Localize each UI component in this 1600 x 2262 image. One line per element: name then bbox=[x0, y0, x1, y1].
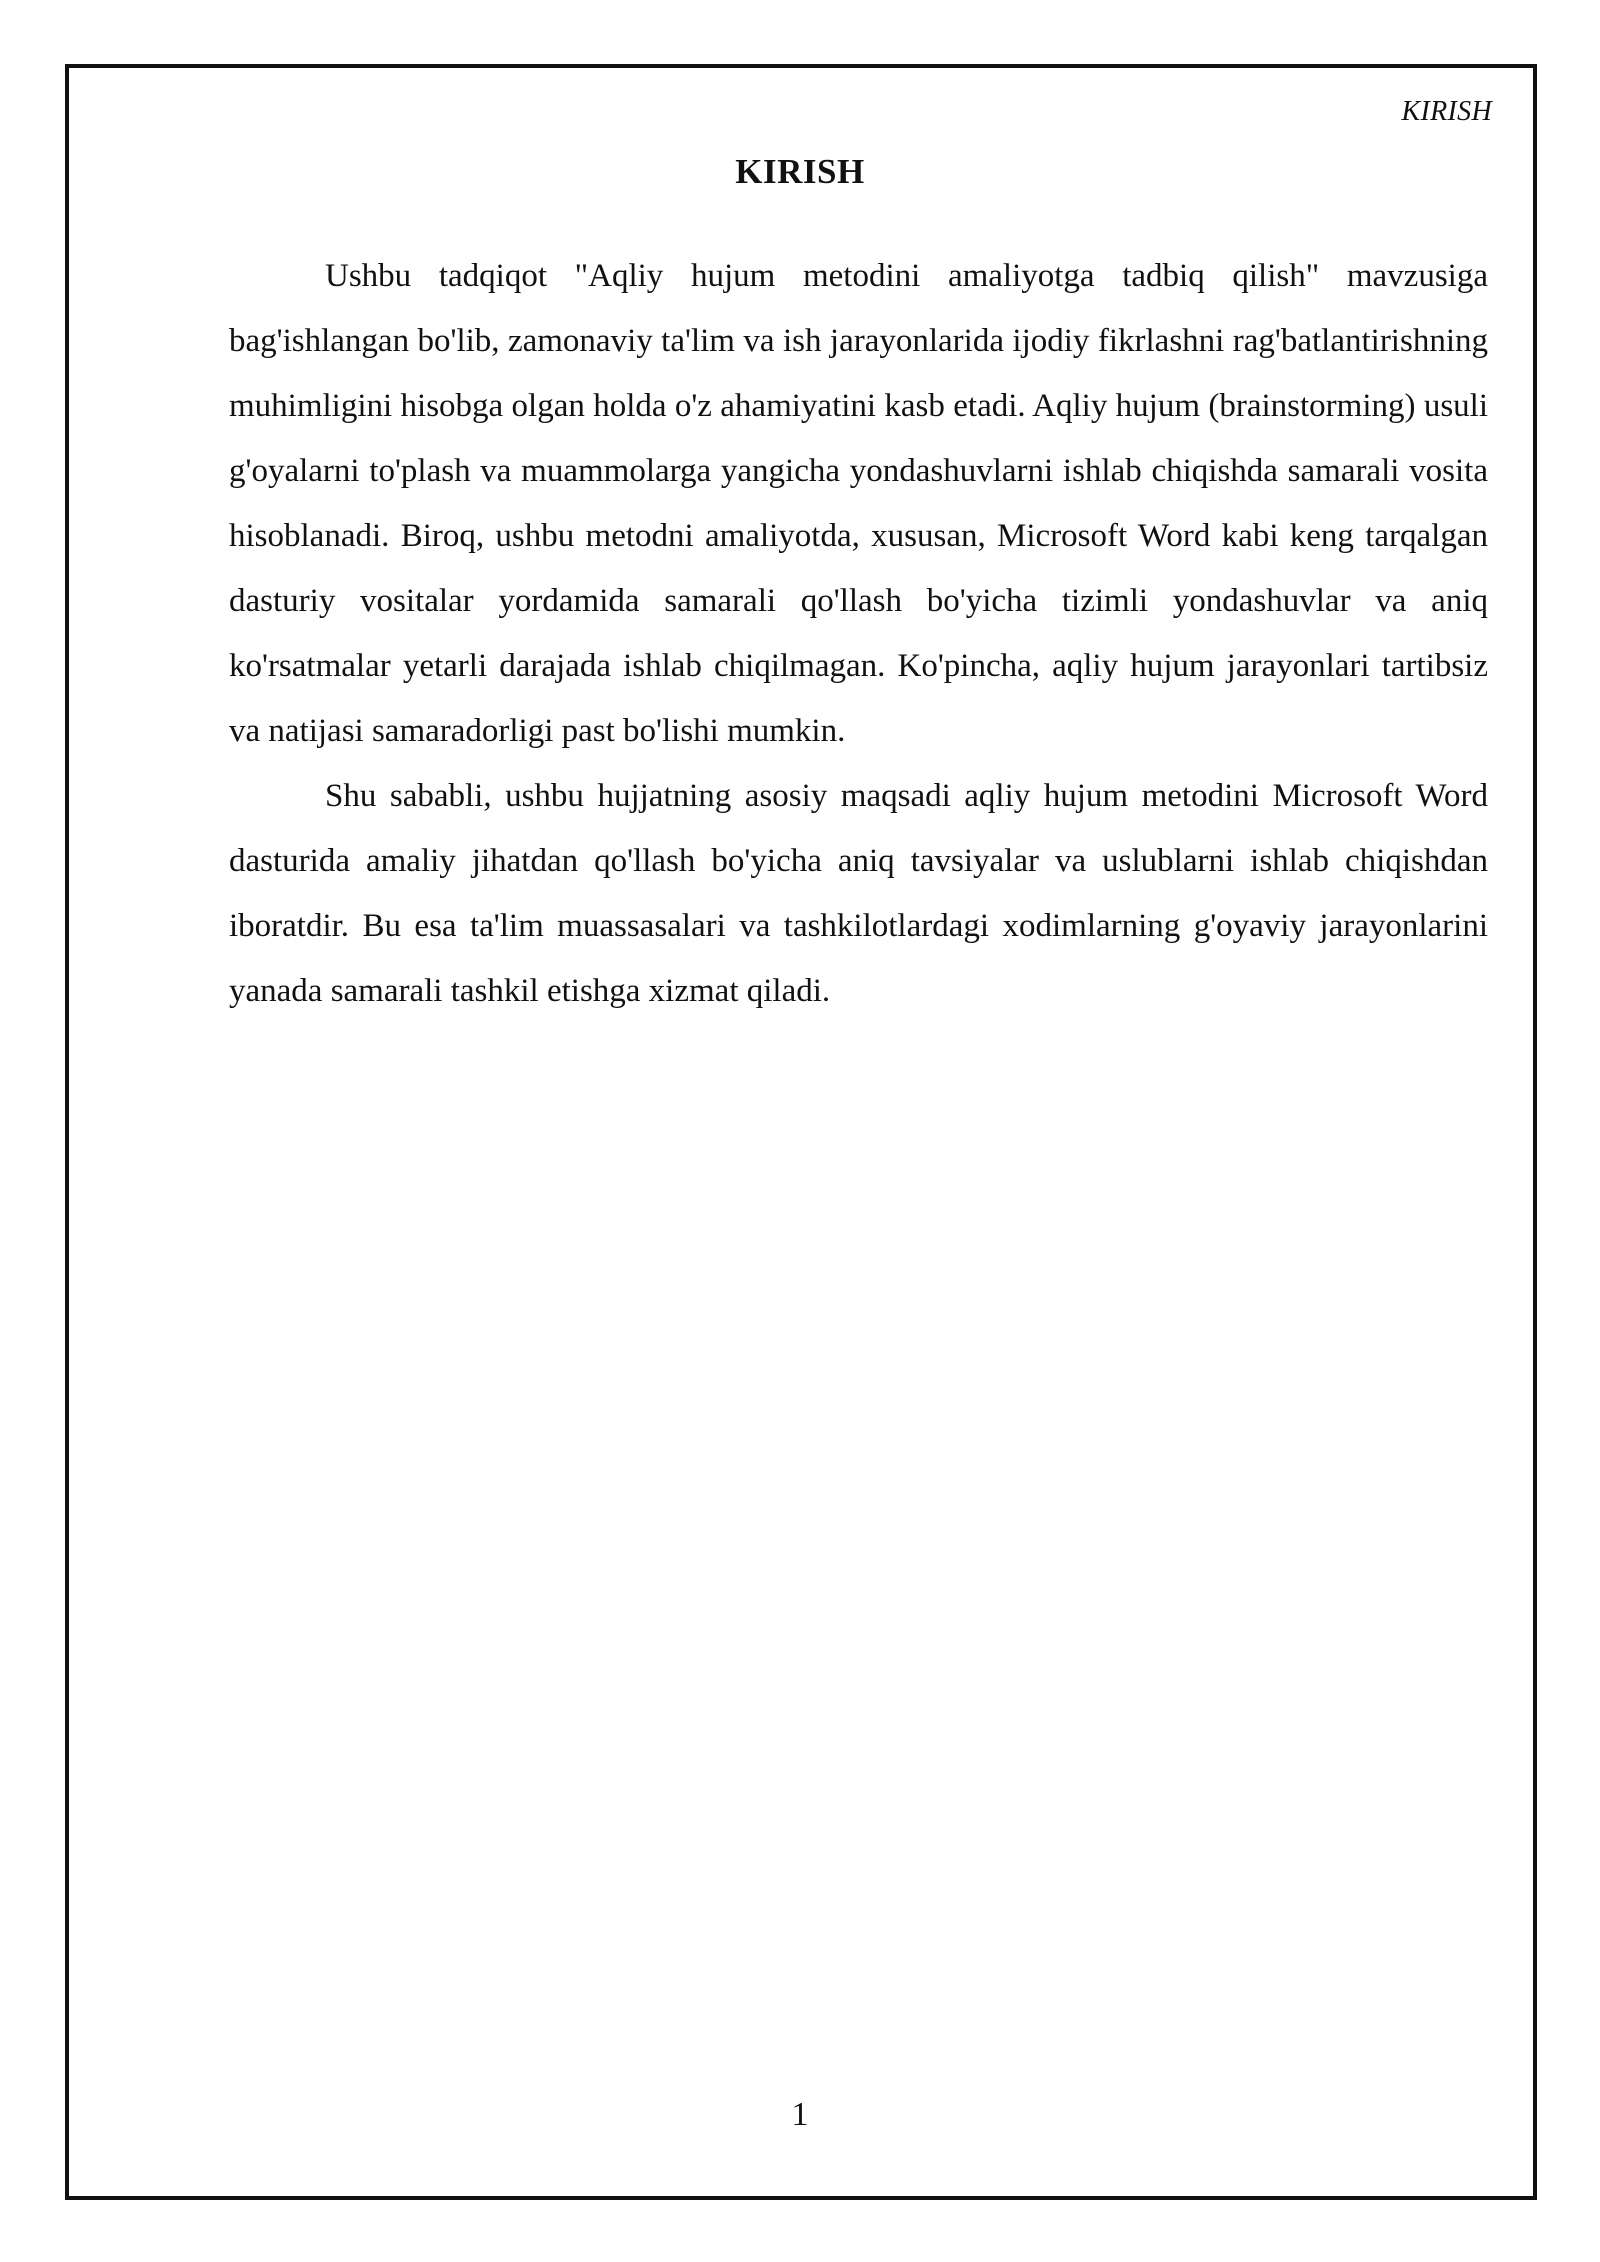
page-title: KIRISH bbox=[735, 152, 865, 191]
paragraph-2: Shu sababli, ushbu hujjatning asosiy maqsadi aqliy hujum metodini Microsoft Word dasturida amaliy jihatdan qo'llash bo'yicha aniq tavsiyalar va uslublarni ishlab chiqishdan iboratdir. Bu esa ta'lim muassasalari va tashkilotlardagi xodimlarning g'oyaviy jarayonlarini yanada samarali tashkil etishga xizmat qiladi. bbox=[229, 778, 1488, 1009]
paragraph-1: Ushbu tadqiqot "Aqliy hujum metodini amaliyotga tadbiq qilish" mavzusiga bag'ishlangan bo'lib, zamonaviy ta'lim va ish jarayonlarida ijodiy fikrlashni rag'batlantirishning muhimligini hisobga olgan holda o'z ahamiyatini kasb etadi. Aqliy hujum (brainstorming) usuli g'oyalarni to'plash va muammolarga yangicha yondashuvlarni ishlab chiqishda samarali vosita hisoblanadi. Biroq, ushbu metodni amaliyotda, xususan, Microsoft Word kabi keng tarqalgan dasturiy vositalar yordamida samarali qo'llash bo'yicha tizimli yondashuvlar va aniq ko'rsatmalar yetarli darajada ishlab chiqilmagan. Ko'pincha, aqliy hujum jarayonlari tartibsiz va natijasi samaradorligi past bo'lishi mumkin. bbox=[229, 258, 1488, 749]
body-text bbox=[229, 244, 1488, 1024]
running-header: KIRISH bbox=[1401, 96, 1492, 127]
page-number: 1 bbox=[791, 2096, 809, 2133]
